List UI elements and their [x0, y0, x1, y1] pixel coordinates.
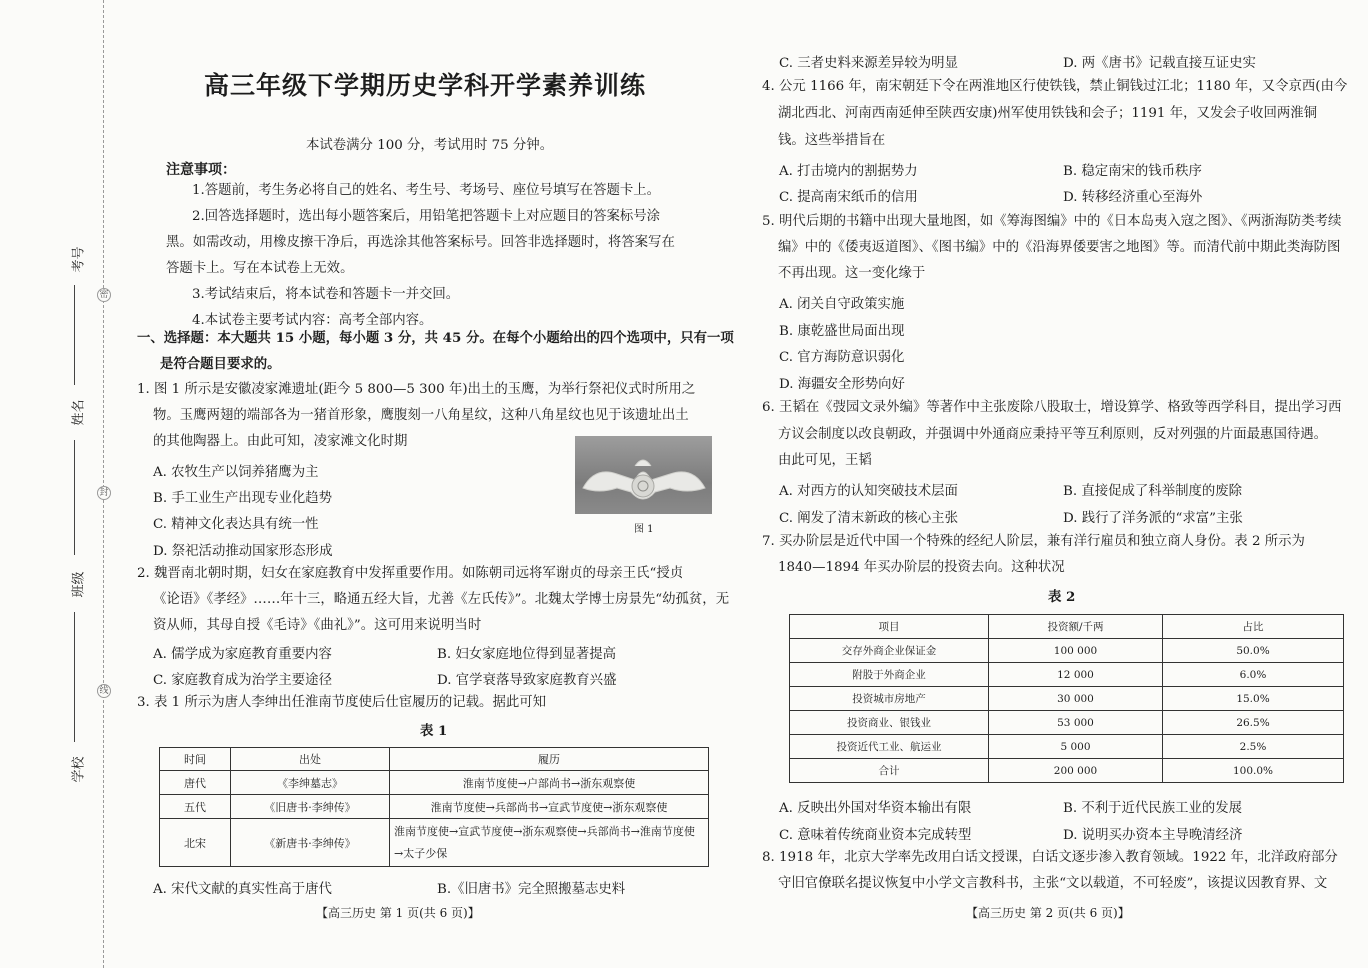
option-c: C. 阐发了清末新政的核心主张 — [779, 511, 958, 526]
table-1-title: 表 1 — [420, 723, 448, 739]
table-header: 履历 — [390, 748, 709, 771]
table-row — [790, 735, 1344, 759]
question-5-line: 不再出现。这一变化缘于 — [778, 266, 926, 281]
table-cell: 30 000 — [989, 687, 1163, 711]
question-1-line: 的其他陶器上。由此可知，凌家滩文化时期 — [153, 434, 408, 449]
option-b: B. 直接促成了科举制度的废除 — [1063, 484, 1243, 499]
option-d: D. 践行了洋务派的“求富”主张 — [1063, 511, 1243, 526]
option-c: C. 提高南宋纸币的信用 — [779, 190, 918, 205]
option-b: B. 不利于近代民族工业的发展 — [1063, 801, 1243, 816]
option-d: D. 说明买办资本主导晚清经济 — [1063, 828, 1243, 843]
option-b: B. 康乾盛世局面出现 — [779, 324, 905, 339]
table-header: 占比 — [1163, 615, 1344, 639]
option-a: A. 反映出外国对华资本输出有限 — [779, 801, 972, 816]
question-2-line: 资从师，其母自授《毛诗》《曲礼》”。这可用来说明当时 — [153, 618, 482, 633]
question-6-line: 由此可见，王韬 — [778, 453, 872, 468]
question-4-line: 湖北西北、河南西南延伸至陕西安康)州军使用铁钱和会子；1191 年，又发会子收回两淮铜 — [778, 106, 1318, 121]
option-a: A. 闭关自守政策实施 — [779, 297, 905, 312]
table-cell: 投资近代工业、航运业 — [790, 735, 989, 759]
table-cell: 6.0% — [1163, 663, 1344, 687]
table-1 — [159, 747, 709, 867]
question-4-line: 钱。这些举措旨在 — [778, 133, 886, 148]
question-7-line: 1840—1894 年买办阶层的投资去向。这种状况 — [778, 560, 1065, 575]
figure-1-caption: 图 1 — [634, 524, 654, 535]
table-cell: 唐代 — [160, 771, 231, 795]
option-b: B. 妇女家庭地位得到显著提高 — [437, 647, 617, 662]
jade-eagle-figure — [575, 436, 712, 514]
question-1-line: 1. 图 1 所示是安徽凌家滩遗址(距今 5 800—5 300 年)出土的玉鹰，为举行祭祀仪式时所用之 — [137, 382, 696, 397]
question-5-line: 编》中的《倭夷返道图》、《图书编》中的《沿海界倭要害之地图》等。而清代前中期此类海防图 — [778, 240, 1341, 255]
table-header: 出处 — [231, 748, 390, 771]
option-a: A. 对西方的认知突破技术层面 — [779, 484, 958, 499]
option-d: D. 官学衰落导致家庭教育兴盛 — [437, 673, 617, 688]
table-row — [790, 687, 1344, 711]
question-4-line: 4. 公元 1166 年，南宋朝廷下令在两淮地区行使铁钱，禁止铜钱过江北；1180 年，又令京西(由今 — [762, 79, 1348, 94]
exam-number-label: 考号 — [71, 246, 87, 273]
table-cell: 26.5% — [1163, 711, 1344, 735]
option-d: D. 祭祀活动推动国家形态形成 — [153, 544, 333, 559]
table-cell: 淮南节度使→宣武节度使→浙东观察使→兵部尚书→淮南节度使→太子少保 — [390, 819, 709, 867]
exam-intro: 本试卷满分 100 分，考试用时 75 分钟。 — [306, 138, 554, 153]
question-2-line: 《论语》《孝经》……年十三，略通五经大旨，尤善《左氏传》”。北魏太学博士房景先“幼孤贫，无 — [153, 592, 730, 607]
question-6-line: 6. 王韬在《弢园文录外编》等著作中主张废除八股取士，增设算学、格致等西学科目，提出学习西 — [762, 400, 1342, 415]
table-cell: 淮南节度使→户部尚书→浙东观察使 — [390, 771, 709, 795]
table-cell: 2.5% — [1163, 735, 1344, 759]
question-7-line: 7. 买办阶层是近代中国一个特殊的经纪人阶层，兼有洋行雇员和独立商人身份。表 2 所示为 — [762, 534, 1305, 549]
option-c: C. 官方海防意识弱化 — [779, 350, 905, 365]
notice-line: 3.考试结束后，将本试卷和答题卡一并交回。 — [192, 287, 460, 302]
option-d: D. 转移经济重心至海外 — [1063, 190, 1203, 205]
table-cell: 合计 — [790, 759, 989, 783]
cut-mark-xian: 线 — [97, 684, 111, 698]
class-label: 班级 — [71, 571, 87, 598]
option-b: B.《旧唐书》完全照搬墓志史料 — [437, 882, 626, 897]
notice-line: 2.回答选择题时，选出每小题答案后，用铅笔把答题卡上对应题目的答案标号涂 — [192, 209, 661, 224]
question-3-line: 3. 表 1 所示为唐人李绅出任淮南节度使后仕宦履历的记载。据此可知 — [137, 695, 547, 710]
cut-mark-mi: 密 — [97, 288, 111, 302]
table-row — [160, 819, 709, 867]
option-a: A. 打击境内的割据势力 — [779, 164, 918, 179]
table-row — [160, 771, 709, 795]
table-cell: 《新唐书·李绅传》 — [231, 819, 390, 867]
question-2-line: 2. 魏晋南北朝时期，妇女在家庭教育中发挥重要作用。如陈朝司远将军谢贞的母亲王氏“授贞 — [137, 566, 684, 581]
question-6-line: 方议会制度以改良朝政，并强调中外通商应秉持平等互利原则，反对列强的片面最惠国待遇。 — [778, 427, 1328, 442]
table-cell: 《旧唐书·李绅传》 — [231, 795, 390, 819]
table-cell: 投资城市房地产 — [790, 687, 989, 711]
option-d: D. 海疆安全形势向好 — [779, 377, 905, 392]
option-c: C. 三者史料来源差异较为明显 — [779, 56, 958, 71]
table-2 — [789, 614, 1344, 783]
table-cell: 53 000 — [989, 711, 1163, 735]
page-2 — [748, 0, 1368, 968]
table-row — [790, 711, 1344, 735]
option-c: C. 意味着传统商业资本完成转型 — [779, 828, 972, 843]
exam-title: 高三年级下学期历史学科开学素养训练 — [203, 71, 646, 100]
option-a: A. 儒学成为家庭教育重要内容 — [153, 647, 332, 662]
notice-line: 黑。如需改动，用橡皮擦干净后，再选涂其他答案标号。回答非选择题时，将答案写在 — [166, 235, 675, 250]
notice-heading: 注意事项： — [166, 162, 236, 178]
notice-line: 答题卡上。写在本试卷上无效。 — [166, 261, 354, 276]
table-cell: 《李绅墓志》 — [231, 771, 390, 795]
table-cell: 12 000 — [989, 663, 1163, 687]
table-cell: 北宋 — [160, 819, 231, 867]
option-b: B. 稳定南宋的钱币秩序 — [1063, 164, 1202, 179]
cut-mark-feng: 封 — [97, 486, 111, 500]
question-8-line: 8. 1918 年，北京大学率先改用白话文授课，白话文逐步渗入教育领域。1922 年，北洋政府部分 — [762, 850, 1338, 865]
section-heading: 是符合题目要求的。 — [160, 356, 281, 372]
section-heading: 一、选择题：本大题共 15 小题，每小题 3 分，共 45 分。在每个小题给出的四个选项中，只有一项 — [137, 330, 734, 346]
table-cell: 100 000 — [989, 639, 1163, 663]
table-cell: 五代 — [160, 795, 231, 819]
page-footer: 【高三历史 第 2 页(共 6 页)】 — [966, 906, 1130, 920]
table-row — [160, 795, 709, 819]
table-row — [790, 663, 1344, 687]
table-header: 时间 — [160, 748, 231, 771]
option-c: C. 精神文化表达具有统一性 — [153, 517, 319, 532]
table-row — [790, 759, 1344, 783]
option-c: C. 家庭教育成为治学主要途径 — [153, 673, 332, 688]
page-footer: 【高三历史 第 1 页(共 6 页)】 — [316, 906, 480, 920]
option-a: A. 宋代文献的真实性高于唐代 — [153, 882, 332, 897]
table-cell: 200 000 — [989, 759, 1163, 783]
table-header: 项目 — [790, 615, 989, 639]
table-header: 投资额/千两 — [989, 615, 1163, 639]
question-8-line: 守旧官僚联名提议恢复中小学文言教科书，主张“文以载道，不可轻废”，该提议因教育界、文 — [778, 876, 1328, 891]
question-5-line: 5. 明代后期的书籍中出现大量地图，如《筹海图编》中的《日本岛夷入寇之图》、《两浙海防类考续 — [762, 214, 1342, 229]
question-1-line: 物。玉鹰两翅的端部各为一猪首形象，鹰腹刻一八角星纹，这种八角星纹也见于该遗址出土 — [153, 408, 689, 423]
option-a: A. 农牧生产以饲养猪鹰为主 — [153, 465, 319, 480]
notice-line: 4.本试卷主要考试内容：高考全部内容。 — [192, 313, 433, 328]
table-cell: 5 000 — [989, 735, 1163, 759]
option-b: B. 手工业生产出现专业化趋势 — [153, 491, 333, 506]
name-label: 姓名 — [71, 399, 87, 426]
notice-line: 1.答题前，考生务必将自己的姓名、考生号、考场号、座位号填写在答题卡上。 — [192, 183, 661, 198]
table-cell: 50.0% — [1163, 639, 1344, 663]
table-cell: 附股于外商企业 — [790, 663, 989, 687]
table-row — [790, 639, 1344, 663]
option-d: D. 两《唐书》记载直接互证史实 — [1063, 56, 1256, 71]
table-cell: 交存外商企业保证金 — [790, 639, 989, 663]
table-cell: 淮南节度使→兵部尚书→宣武节度使→浙东观察使 — [390, 795, 709, 819]
table-cell: 15.0% — [1163, 687, 1344, 711]
table-cell: 100.0% — [1163, 759, 1344, 783]
school-label: 学校 — [71, 756, 87, 783]
table-2-title: 表 2 — [1048, 589, 1076, 605]
table-cell: 投资商业、银钱业 — [790, 711, 989, 735]
